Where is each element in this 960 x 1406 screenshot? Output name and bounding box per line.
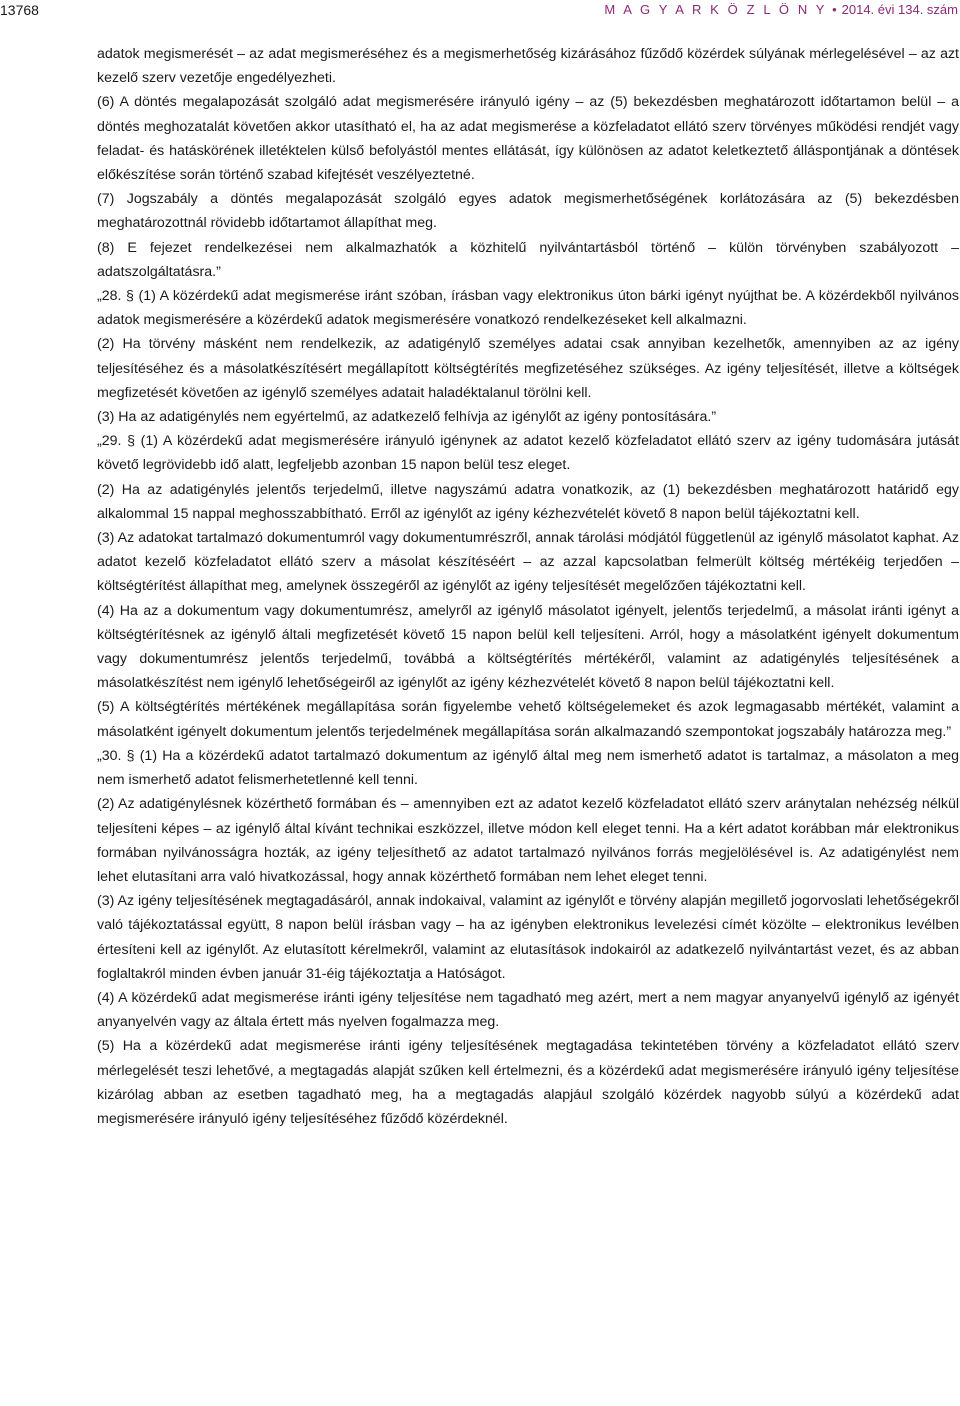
running-head xyxy=(604,2,958,17)
page-number: 13768 xyxy=(0,2,39,18)
paragraph: „29. § (1) A közérdekű adat megismerésére irányuló igénynek az adatot kezelő közfeladatot ellátó szerv az igény tudomására jutását követő legrövidebb idő alatt, legfeljebb azonban 15 napon belül tesz eleget. xyxy=(97,433,959,474)
paragraph: (5) Ha a közérdekű adat megismerése iránti igény teljesítésének megtagadása tekintetében törvény a közfeladatot ellátó szerv mérlegelését teszi lehetővé, a megtagadás alapját szűken kell értelmezni, és a közérdekű adat megismerésére irányuló igény teljesítése kizárólag abban az esetben tagadható meg, ha a megtagadás alapjául szolgáló közérdek nagyobb súlyú a közérdekű adat megismerésére irányuló igény teljesítéséhez fűződő közérdeknél. xyxy=(97,1038,959,1127)
paragraph: (4) A közérdekű adat megismerése iránti igény teljesítése nem tagadható meg azért, mert a nem magyar anyanyelvű igénylő az igényét anyanyelvén vagy az általa értett más nyelven fogalmazza meg. xyxy=(97,989,959,1031)
paragraph: „28. § (1) A közérdekű adat megismerése iránt szóban, írásban vagy elektronikus úton bárki igényt nyújthat be. A közérdekből nyilvános adatok megismerésére a közérdekű adatok megismerésére vonatkozó rendelkezéseket kell alkalmazni. xyxy=(97,288,959,329)
paragraph: (6) A döntés megalapozását szolgáló adat megismerésére irányuló igény – az (5) bekezdésben meghatározott időtartamon belül – a döntés meghozatalát követően akkor utasítható el, ha az adat megismerése a közfeladatot ellátó szerv törvényes működési rendjét vagy feladat- és hatáskörének illetéktelen külső befolyástól mentes ellátását, így különösen az adatot keletkeztető álláspontjának a döntések előkészítése során történő szabad kifejtését veszélyeztetné. xyxy=(97,94,959,184)
paragraph: (8) E fejezet rendelkezései nem alkalmazhatók a közhitelű nyilvántartásból történő – külön törvényben szabályozott – adatszolgáltatásra.” xyxy=(97,239,959,280)
paragraph: (7) Jogszabály a döntés megalapozását szolgáló egyes adatok megismerhetőségének korlátozására az (5) bekezdésben meghatározottnál rövidebb időtartamot állapíthat meg. xyxy=(97,191,959,232)
header-bullet: • xyxy=(832,2,837,17)
paragraph: (3) Ha az adatigénylés nem egyértelmű, az adatkezelő felhívja az igénylőt az igény pontosítására.” xyxy=(97,409,717,426)
paragraph: „30. § (1) Ha a közérdekű adatot tartalmazó dokumentum az igénylő által meg nem ismerhető adatot is tartalmaz, a másolaton a meg nem ismerhető adatot felismerhetetlenné kell tenni. xyxy=(97,747,959,789)
paragraph: (2) Ha az adatigénylés jelentős terjedelmű, illetve nagyszámú adatra vonatkozik, az (1) bekezdésben meghatározott határidő egy alkalommal 15 nappal meghosszabbítható. Erről az igénylőt az igény kézhezvételét követő 8 napon belül tájékoztatni kell. xyxy=(97,481,959,522)
paragraph: (2) Ha törvény másként nem rendelkezik, az adatigénylő személyes adatai csak annyiban kezelhetők, amennyiben az az igény teljesítéséhez és a másolatkészítésért megállapított költségtérítés megfizetéséhez szükséges. Az igény teljesítését, illetve a költségek megfizetését követően az igénylő személyes adatait haladéktalanul törölni kell. xyxy=(97,336,959,401)
paragraph: (4) Ha az a dokumentum vagy dokumentumrész, amelyről az igénylő másolatot igényelt, jelentős terjedelmű, a másolat iránti igényt a költségtérítésnek az igénylő általi megfizetését követő 15 napon belül kell teljesíteni. Arról, hogy a másolatként igényelt dokumentum vagy dokumentumrész jelentős terjedelmű, továbbá a költségtérítés mértékéről, valamint az adatigénylés teljesítésének a másolatkészítést nem igénylő lehetőségeiről az igénylőt az igény kézhezvételét követő 8 napon belül tájékoztatni kell. xyxy=(97,602,959,692)
page-header xyxy=(0,0,960,24)
paragraph: (2) Az adatigénylésnek közérthető formában és – amennyiben ezt az adatot kezelő közfeladatot ellátó szerv aránytalan nehézség nélkül teljesíteni képes – az igénylő által kívánt technikai eszközzel, illetve módon kell eleget tenni. Ha a kért adatot korábban már elektronikus formában nyilvánosságra hozták, az igény teljesíthető az adatot tartalmazó nyilvános forrás megjelölésével is. Az adatigénylést nem lehet elutasítani arra való hivatkozással, hogy annak közérthető formában nem lehet eleget tenni. xyxy=(97,796,959,885)
issue-label: 2014. évi 134. szám xyxy=(841,2,958,17)
journal-title: M A G Y A R K Ö Z L Ö N Y xyxy=(604,2,828,17)
document-body xyxy=(97,42,959,1131)
paragraph: (3) Az igény teljesítésének megtagadásáról, annak indokaival, valamint az igénylőt e törvény alapján megillető jogorvoslati lehetőségekről való tájékoztatással együtt, 8 napon belül írásban vagy – ha az igényben elektronikus levelezési címét közölte – elektronikus levélben értesíteni kell az igénylőt. Az elutasított kérelmekről, valamint az elutasítások indokairól az adatkezelő nyilvántartást vezet, és az abban foglaltakról minden évben január 31-éig tájékoztatja a Hatóságot. xyxy=(97,893,959,982)
paragraph: (3) Az adatokat tartalmazó dokumentumról vagy dokumentumrészről, annak tárolási módjától függetlenül az igénylő másolatot kaphat. Az adatot kezelő közfeladatot ellátó szerv a másolat készítéséért – az azzal kapcsolatban felmerült költség mértékéig terjedően – költségtérítést állapíthat meg, amelynek összegéről az igénylőt az igény teljesítését megelőzően tájékoztatni kell. xyxy=(97,530,959,595)
paragraph: (5) A költségtérítés mértékének megállapítása során figyelembe vehető költségelemeket és azok legmagasabb mértékét, valamint a másolatként igényelt dokumentum jelentős terjedelmének megállapítása során alkalmazandó szempontokat jogszabály határozza meg.” xyxy=(97,699,959,740)
paragraph: adatok megismerését – az adat megismeréséhez és a megismerhetőség kizárásához fűződő közérdek súlyának mérlegelésével – az azt kezelő szerv vezetője engedélyezheti. xyxy=(97,46,959,87)
